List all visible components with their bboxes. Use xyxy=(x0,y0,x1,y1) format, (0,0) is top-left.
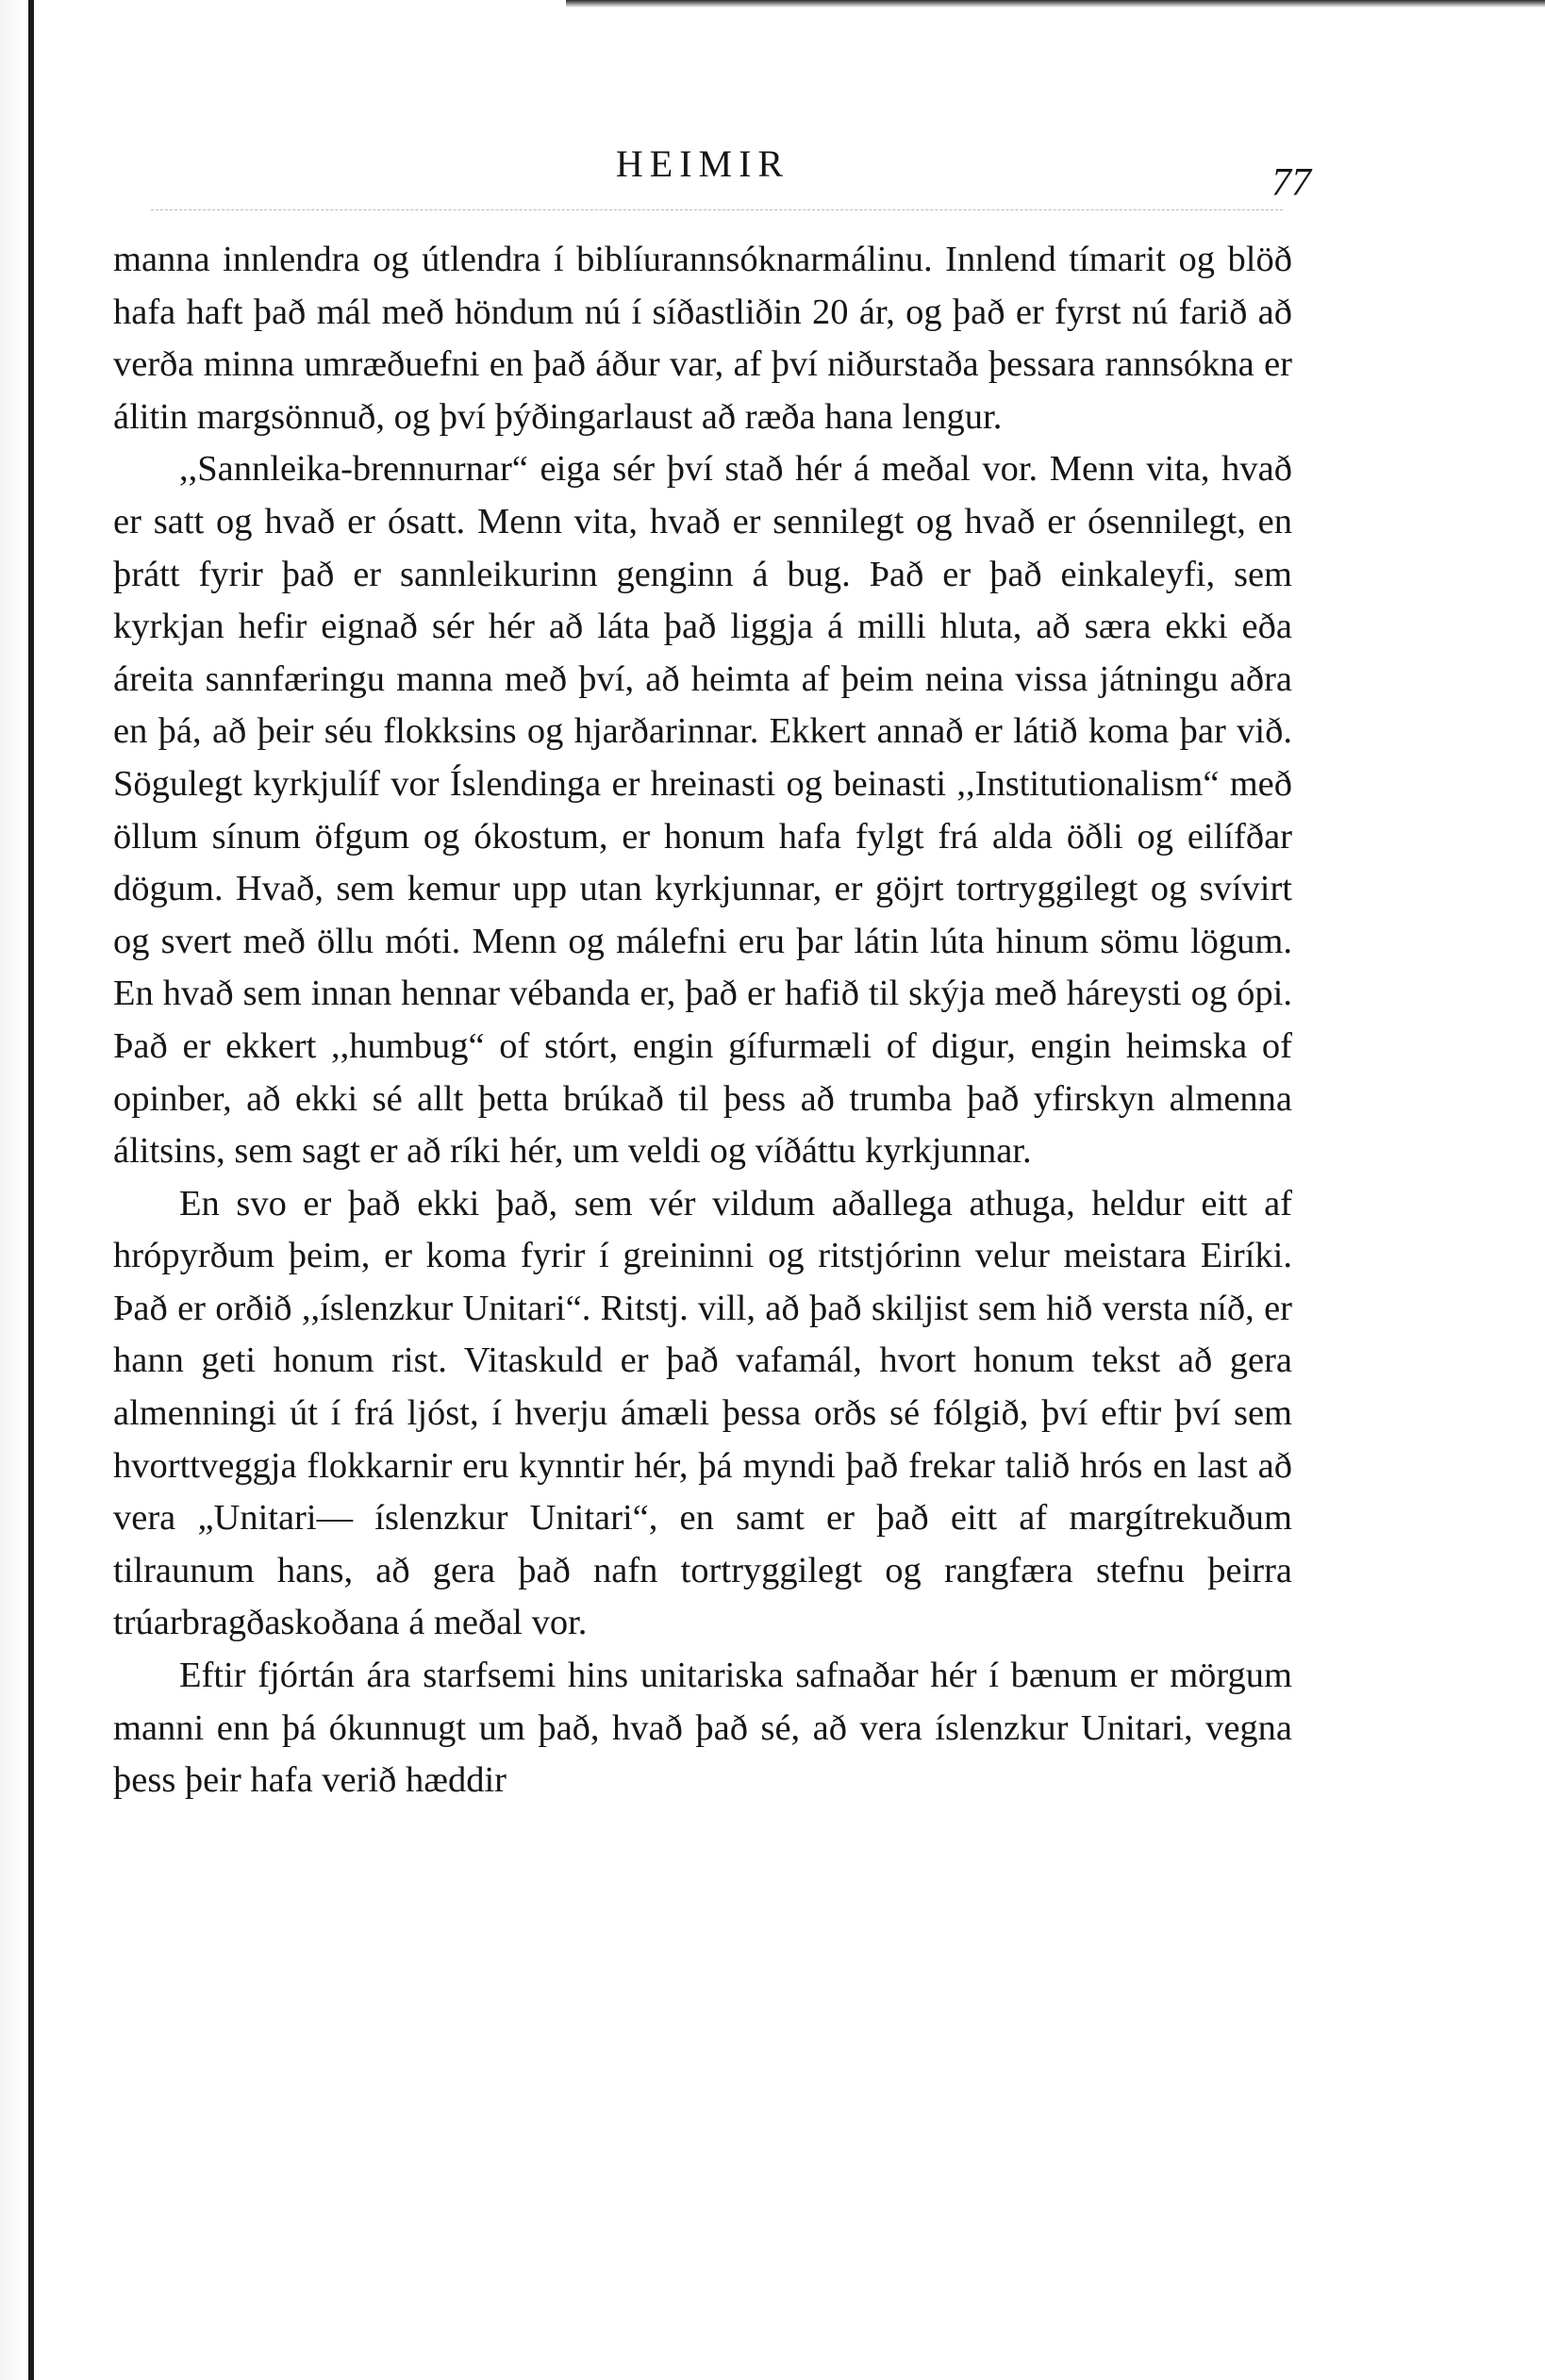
page-gutter-shadow xyxy=(0,0,28,2380)
page-top-edge xyxy=(566,0,1545,8)
paragraph-1: manna innlendra og útlendra í biblíurannsóknarmálinu. Innlend tímarit og blöð hafa haft það mál með höndum nú í síðastliðin 20 ár, og það er fyrst nú farið að verða minna umræðuefni en það áður var, af því niðurstaða þessara rannsókna er álitin margsönnuð, og því þýðingarlaust að ræða hana lengur. xyxy=(113,240,1292,437)
page-number: 77 xyxy=(1271,161,1311,205)
header-rule xyxy=(151,209,1283,210)
book-page xyxy=(113,132,1311,1807)
paragraph-3: En svo er það ekki það, sem vér vildum aðallega athuga, heldur eitt af hrópyrðum þeim, er koma fyrir í greininni og ritstjórinn velur meistara Eiríki. Það er orðið ,,íslenzkur Unitari“. Ritstj. vill, að það skiljist sem hið versta níð, er hann geti honum rist. Vitaskuld er það vafamál, hvort honum tekst að gera almenningi út í frá ljóst, í hverju ámæli þessa orðs sé fólgið, því eftir því sem hvorttveggja flokkarnir eru kynntir hér, þá myndi það frekar talið hrós en last að vera „Unitari— íslenzkur Unitari“, en samt er það eitt af margítrekuðum tilraunum hans, að gera það nafn tortryggilegt og rangfæra stefnu þeirra trúarbragðaskoðana á meðal vor. xyxy=(113,1183,1292,1643)
running-header xyxy=(113,132,1311,205)
book-spine-edge xyxy=(28,0,34,2380)
paragraph-2: ,,Sannleika-brennurnar“ eiga sér því stað hér á meðal vor. Menn vita, hvað er satt og hvað er ósatt. Menn vita, hvað er sennilegt og hvað er ósennilegt, en þrátt fyrir það er sannleikurinn genginn á bug. Það er það einkaleyfi, sem kyrkjan hefir eignað sér hér að láta það liggja á milli hluta, að særa ekki eða áreita sannfæringu manna með því, að heimta af þeim neina vissa játningu aðra en þá, að þeir séu flokksins og hjarðarinnar. Ekkert annað er látið koma þar við. Sögulegt kyrkjulíf vor Íslendinga er hreinasti og beinasti ,,Institutionalism“ með öllum sínum öfgum og ókostum, er honum hafa fylgt frá alda öðli og eilífðar dögum. Hvað, sem kemur upp utan kyrkjunnar, er göjrt tortryggilegt og svívirt og svert með öllu móti. Menn og málefni eru þar látin lúta hinum sömu lögum. En hvað sem innan hennar vébanda er, það er hafið til skýja með háreysti og ópi. Það er ekkert ,,humbug“ of stórt, engin gífurmæli of digur, engin heimska of opinber, að ekki sé allt þetta brúkað til þess að trumba það yfirskyn almenna álitsins, sem sagt er að ríki hér, um veldi og víðáttu kyrkjunnar. xyxy=(113,449,1292,1172)
running-title: HEIMIR xyxy=(615,142,790,185)
paragraph-4: Eftir fjórtán ára starfsemi hins unitariska safnaðar hér í bænum er mörgum manni enn þá ókunnugt um það, hvað það sé, að vera íslenzkur Unitari, vegna þess þeir hafa verið hæddir xyxy=(113,1656,1292,1801)
body-text xyxy=(113,234,1292,1807)
